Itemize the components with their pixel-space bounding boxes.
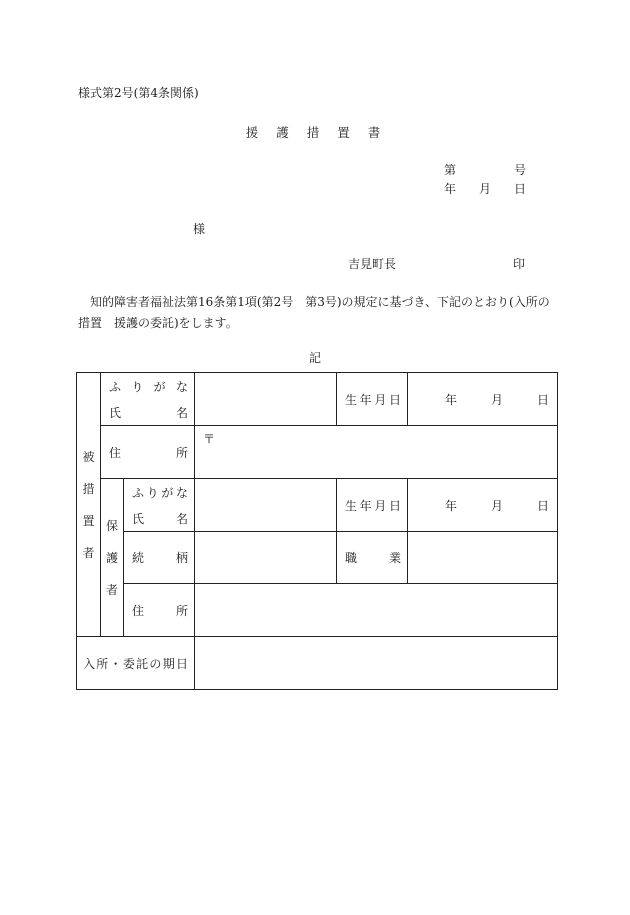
guardian-address-label: 住 所 bbox=[124, 584, 195, 637]
period-field[interactable] bbox=[195, 637, 558, 690]
guardian-birth-label: 生 年 月 日 bbox=[337, 479, 408, 532]
seal-mark: 印 bbox=[513, 257, 526, 271]
table-row bbox=[77, 532, 558, 584]
issuer-name: 吉見町長 bbox=[348, 257, 397, 271]
doc-number-prefix: 第 bbox=[444, 163, 457, 177]
guardian-address-field[interactable] bbox=[195, 584, 558, 637]
table-row bbox=[77, 373, 558, 426]
occupation-label: 職 業 bbox=[337, 532, 408, 584]
occupation-field[interactable] bbox=[408, 532, 558, 584]
measure-table bbox=[76, 372, 558, 690]
guardian-name-label: ふ り が な 氏 名 bbox=[124, 479, 195, 532]
table-row bbox=[77, 426, 558, 479]
subject-name-label bbox=[101, 373, 195, 426]
document-date bbox=[444, 180, 526, 197]
date-year: 年 bbox=[444, 182, 457, 196]
guardian-birthdate-field[interactable]: 年 月 日 bbox=[408, 479, 558, 532]
subject-address-label: 住 所 bbox=[101, 426, 195, 479]
date-day: 日 bbox=[513, 182, 526, 196]
ki-heading: 記 bbox=[308, 351, 321, 365]
guardian-label: 保 護 者 bbox=[101, 479, 124, 637]
form-number: 様式第2号(第4条関係) bbox=[78, 86, 199, 100]
document-number bbox=[444, 161, 526, 178]
period-label: 入 所 ・ 委 託 の 期 日 bbox=[77, 637, 195, 690]
addressee-suffix: 様 bbox=[193, 222, 206, 236]
doc-number-suffix: 号 bbox=[513, 163, 526, 177]
table-row bbox=[77, 479, 558, 532]
document-title: 援護措置書 bbox=[245, 125, 399, 140]
subject-name-field[interactable] bbox=[195, 373, 337, 426]
relation-field[interactable] bbox=[195, 532, 337, 584]
subject-address-field[interactable] bbox=[195, 426, 558, 479]
name-label: 氏 名 bbox=[109, 405, 188, 420]
furigana-label: ふ り が な bbox=[109, 379, 188, 394]
date-month: 月 bbox=[478, 182, 491, 196]
postal-mark: 〒 bbox=[203, 432, 216, 446]
birth-label: 生 年 月 日 bbox=[337, 373, 408, 426]
subject-label: 被 措 置 者 bbox=[77, 373, 101, 637]
guardian-name-field[interactable] bbox=[195, 479, 337, 532]
subject-birthdate-field[interactable]: 年 月 日 bbox=[408, 373, 558, 426]
table-row bbox=[77, 584, 558, 637]
table-row bbox=[77, 637, 558, 690]
relation-label: 続 柄 bbox=[124, 532, 195, 584]
body-paragraph: 知的障害者福祉法第16条第1項(第2号 第3号)の規定に基づき、下記のとおり(入所の措置 援護の委託)をします。 bbox=[78, 295, 550, 330]
